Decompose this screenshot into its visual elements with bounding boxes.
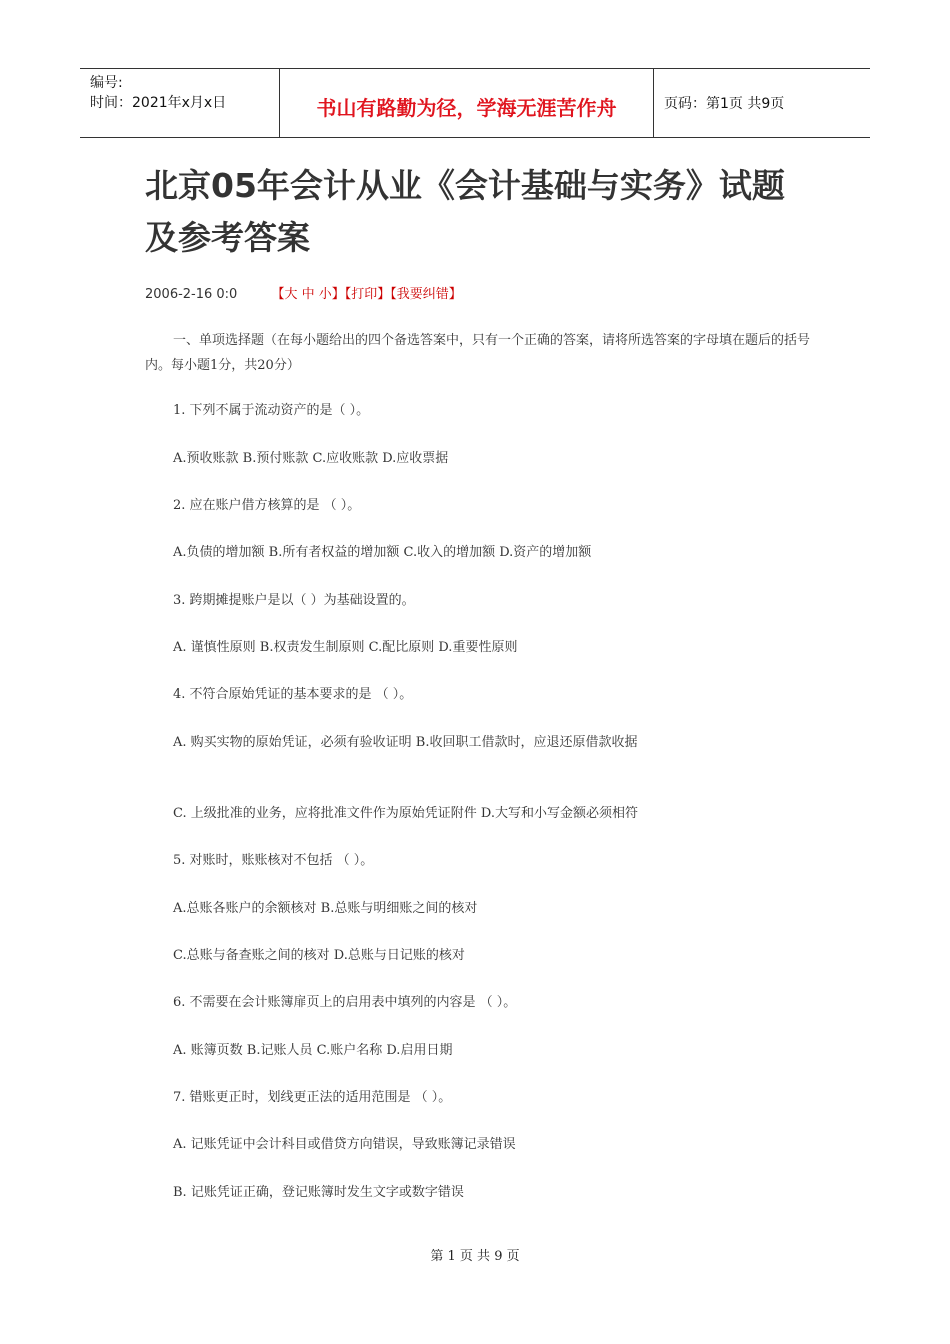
article-meta — [145, 283, 462, 302]
print-link[interactable]: 【打印】 — [344, 287, 391, 302]
correct-link[interactable]: 【我要纠错】 — [390, 287, 462, 302]
document-title: 北京05年会计从业《会计基础与实务》试题及参考答案 — [145, 166, 785, 257]
document-body — [145, 328, 810, 400]
font-size-links[interactable]: 【大 中 小】 — [271, 287, 345, 302]
header-info — [80, 69, 280, 137]
question-6: 6. 不需要在会计账簿扉页上的启用表中填列的内容是 （ ）。 — [173, 995, 517, 1010]
options-5-cd: C.总账与备查账之间的核对 D.总账与日记账的核对 — [173, 948, 465, 963]
options-5-ab: A.总账各账户的余额核对 B.总账与明细账之间的核对 — [173, 901, 478, 916]
page-header — [80, 68, 870, 138]
question-2: 2. 应在账户借方核算的是 （ ）。 — [173, 498, 361, 513]
header-page-info: 页码：第1页 共9页 — [664, 96, 785, 112]
option-7-a: A. 记账凭证中会计科目或借贷方向错误，导致账簿记录错误 — [173, 1137, 516, 1152]
question-4: 4. 不符合原始凭证的基本要求的是 （ ）。 — [173, 687, 413, 702]
page-footer: 第 1 页 共 9 页 — [430, 1249, 520, 1264]
question-3: 3. 跨期摊提账户是以（ ）为基础设置的。 — [173, 593, 415, 608]
options-1: A.预收账款 B.预付账款 C.应收账款 D.应收票据 — [173, 451, 449, 466]
options-6: A. 账簿页数 B.记账人员 C.账户名称 D.启用日期 — [173, 1043, 453, 1058]
question-1: 1. 下列不属于流动资产的是（ ）。 — [173, 403, 370, 418]
option-7-b: B. 记账凭证正确，登记账簿时发生文字或数字错误 — [173, 1185, 464, 1200]
question-7: 7. 错账更正时，划线更正法的适用范围是 （ ）。 — [173, 1090, 452, 1105]
time-label: 时间：2021年x月x日 — [90, 95, 227, 111]
options-3: A. 谨慎性原则 B.权责发生制原则 C.配比原则 D.重要性原则 — [173, 640, 518, 655]
options-2: A.负债的增加额 B.所有者权益的增加额 C.收入的增加额 D.资产的增加额 — [173, 545, 592, 560]
publish-date: 2006-2-16 0:0 — [145, 287, 238, 302]
question-5: 5. 对账时，账账核对不包括 （ ）。 — [173, 853, 374, 868]
options-4-ab: A. 购买实物的原始凭证，必须有验收证明 B.收回职工借款时，应退还原借款收据 — [173, 735, 638, 750]
header-motto: 书山有路勤为径，学海无涯苦作舟 — [280, 69, 654, 137]
number-label: 编号: — [90, 75, 123, 91]
section-intro: 一、单项选择题（在每小题给出的四个备选答案中，只有一个正确的答案，请将所选答案的字母填在题后的括号内。每小题1分，共20分） — [145, 333, 811, 373]
options-4-cd: C. 上级批准的业务，应将批准文件作为原始凭证附件 D.大写和小写金额必须相符 — [173, 806, 638, 821]
